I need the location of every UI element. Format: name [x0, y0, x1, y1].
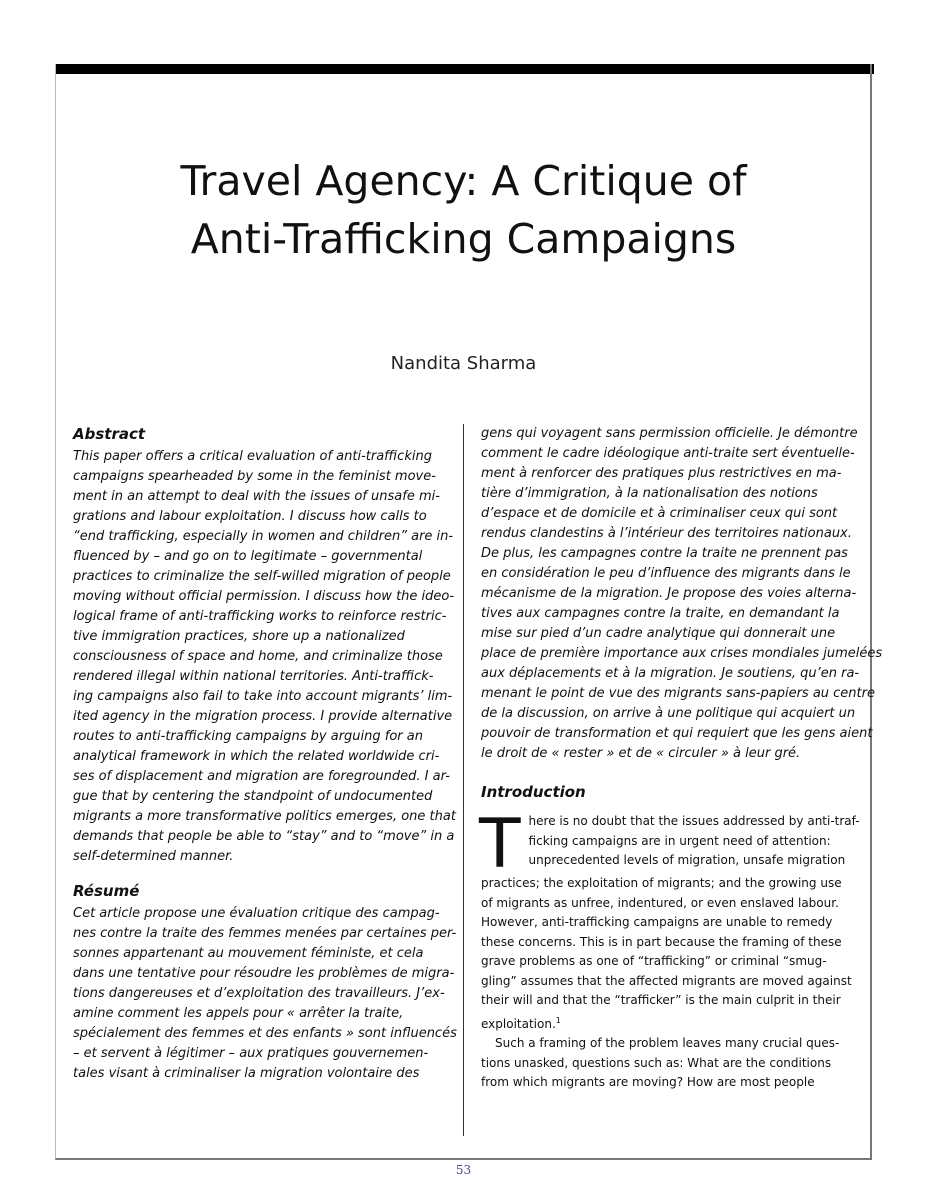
abstract-line: fluenced by – and go on to legitimate – governmental — [73, 549, 423, 564]
abstract-line: moving without official permission. I discuss how the ideo- — [73, 589, 455, 604]
resume-line: menant le point de vue des migrants sans-papiers au centre — [481, 686, 875, 701]
abstract-line: campaigns spearheaded by some in the feminist move- — [73, 469, 436, 484]
abstract-line: gue that by centering the standpoint of undocumented — [73, 789, 433, 804]
resume-line: aux déplacements et à la migration. Je soutiens, qu’en ra- — [481, 666, 860, 681]
abstract-line: grations and labour exploitation. I discuss how calls to — [73, 509, 427, 524]
resume-line: amine comment les appels pour « arrêter la traite, — [73, 1006, 404, 1021]
abstract-line: practices to criminalize the self-willed migration of people — [73, 569, 451, 584]
resume-line: tives aux campagnes contre la traite, en demandant la — [481, 606, 840, 621]
abstract-line: analytical framework in which the related worldwide cri- — [73, 749, 440, 764]
abstract-line: demands that people be able to “stay” and to “move” in a — [73, 829, 455, 844]
resume-line: gens qui voyagent sans permission officielle. Je démontre — [481, 426, 858, 441]
resume-line: rendus clandestins à l’intérieur des territoires nationaux. — [481, 526, 852, 541]
resume-line: ment à renforcer des pratiques plus restrictives en ma- — [481, 466, 842, 481]
intro-line: these concerns. This is in part because the framing of these — [481, 934, 842, 949]
resume-line: dans une tentative pour résoudre les problèmes de migra- — [73, 966, 455, 981]
intro-line: unprecedented levels of migration, unsafe migration — [528, 853, 846, 867]
column-divider — [463, 424, 464, 1136]
page-number: 53 — [455, 1163, 472, 1177]
resume-line: sonnes appartenant au mouvement féministe, et cela — [73, 946, 424, 961]
author-name: Nandita Sharma — [390, 353, 537, 374]
resume-line: le droit de « rester » et de « circuler » à leur gré. — [481, 746, 801, 761]
resume-line: tière d’immigration, à la nationalisation des notions — [481, 486, 818, 501]
abstract-line: ses of displacement and migration are foregrounded. I ar- — [73, 769, 450, 784]
drop-cap: T — [479, 805, 521, 884]
intro-line: of migrants as unfree, indentured, or even enslaved labour. — [481, 895, 839, 910]
abstract-line: rendered illegal within national territories. Anti-traffick- — [73, 669, 434, 684]
intro-line: their will and that the “trafficker” is the main culprit in their — [481, 993, 841, 1007]
resume-line: mise sur pied d’un cadre analytique qui donnerait une — [481, 626, 836, 641]
abstract-line: tive immigration practices, shore up a nationalized — [73, 629, 405, 644]
introduction-text — [479, 805, 860, 1093]
abstract-line: consciousness of space and home, and criminalize those — [73, 649, 443, 664]
title-line-1: Travel Agency: A Critique of — [180, 157, 747, 205]
abstract-line: “end trafficking, especially in women and children” are in- — [73, 529, 454, 544]
resume-line: tales visant à criminaliser la migration volontaire des — [73, 1066, 420, 1081]
resume-line: De plus, les campagnes contre la traite ne prennent pas — [481, 546, 848, 561]
abstract-line: migrants a more transformative politics emerges, one that — [73, 809, 456, 824]
article-title — [55, 152, 872, 268]
resume-line: de la discussion, on arrive à une politique qui acquiert un — [481, 706, 856, 721]
intro-line: gling” assumes that the affected migrants are moved against — [481, 973, 852, 988]
intro-line-text: exploitation. — [481, 1016, 556, 1031]
intro-line: ficking campaigns are in urgent need of attention: — [528, 833, 831, 848]
intro-line: here is no doubt that the issues addressed by anti-traf- — [528, 814, 860, 828]
abstract-line: ing campaigns also fail to take into account migrants’ lim- — [73, 689, 453, 704]
intro-line: However, anti-trafficking campaigns are unable to remedy — [481, 915, 833, 929]
abstract-line: This paper offers a critical evaluation of anti-trafficking — [73, 449, 432, 464]
resume-line: mécanisme de la migration. Je propose des voies alterna- — [481, 586, 857, 601]
resume-line: nes contre la traite des femmes menées par certaines per- — [73, 926, 457, 941]
resume-continued-text — [481, 424, 883, 764]
abstract-text — [73, 447, 456, 867]
resume-line: comment le cadre idéologique anti-traite sert éventuelle- — [481, 446, 855, 461]
resume-line: d’espace et de domicile et à criminaliser ceux qui sont — [481, 506, 838, 521]
intro-line: grave problems as one of “trafficking” or criminal “smug- — [481, 954, 827, 968]
intro-line: from which migrants are moving? How are most people — [481, 1075, 815, 1089]
intro-line: tions unasked, questions such as: What are the conditions — [481, 1055, 832, 1070]
resume-heading: Résumé — [73, 882, 140, 900]
footnote-ref[interactable]: 1 — [555, 1015, 561, 1025]
left-column — [73, 424, 457, 1084]
intro-line — [481, 1011, 843, 1035]
resume-line: spécialement des femmes et des enfants » sont influencés — [73, 1026, 457, 1041]
resume-line: tions dangereuses et d’exploitation des travailleurs. J’ex- — [73, 986, 445, 1001]
abstract-line: ited agency in the migration process. I provide alternative — [73, 709, 453, 724]
resume-line: pouvoir de transformation et qui requiert que les gens aient — [481, 726, 873, 741]
abstract-line: self-determined manner. — [73, 849, 234, 864]
resume-line: place de première importance aux crises mondiales jumelées — [481, 646, 883, 661]
intro-line: practices; the exploitation of migrants; and the growing use — [481, 876, 842, 890]
abstract-heading: Abstract — [73, 425, 146, 443]
introduction-heading: Introduction — [481, 783, 586, 801]
resume-line: en considération le peu d’influence des migrants dans le — [481, 566, 851, 581]
right-column — [479, 424, 883, 1093]
abstract-line: routes to anti-trafficking campaigns by arguing for an — [73, 729, 423, 744]
resume-text — [73, 904, 457, 1084]
resume-line: – et servent à légitimer – aux pratiques gouvernemen- — [73, 1046, 429, 1061]
resume-line: Cet article propose une évaluation critique des campag- — [73, 906, 440, 921]
intro-line: Such a framing of the problem leaves many crucial ques- — [495, 1036, 840, 1050]
title-line-2: Anti-Trafficking Campaigns — [190, 215, 737, 263]
abstract-line: logical frame of anti-trafficking works to reinforce restric- — [73, 609, 447, 624]
abstract-line: ment in an attempt to deal with the issues of unsafe mi- — [73, 489, 440, 504]
